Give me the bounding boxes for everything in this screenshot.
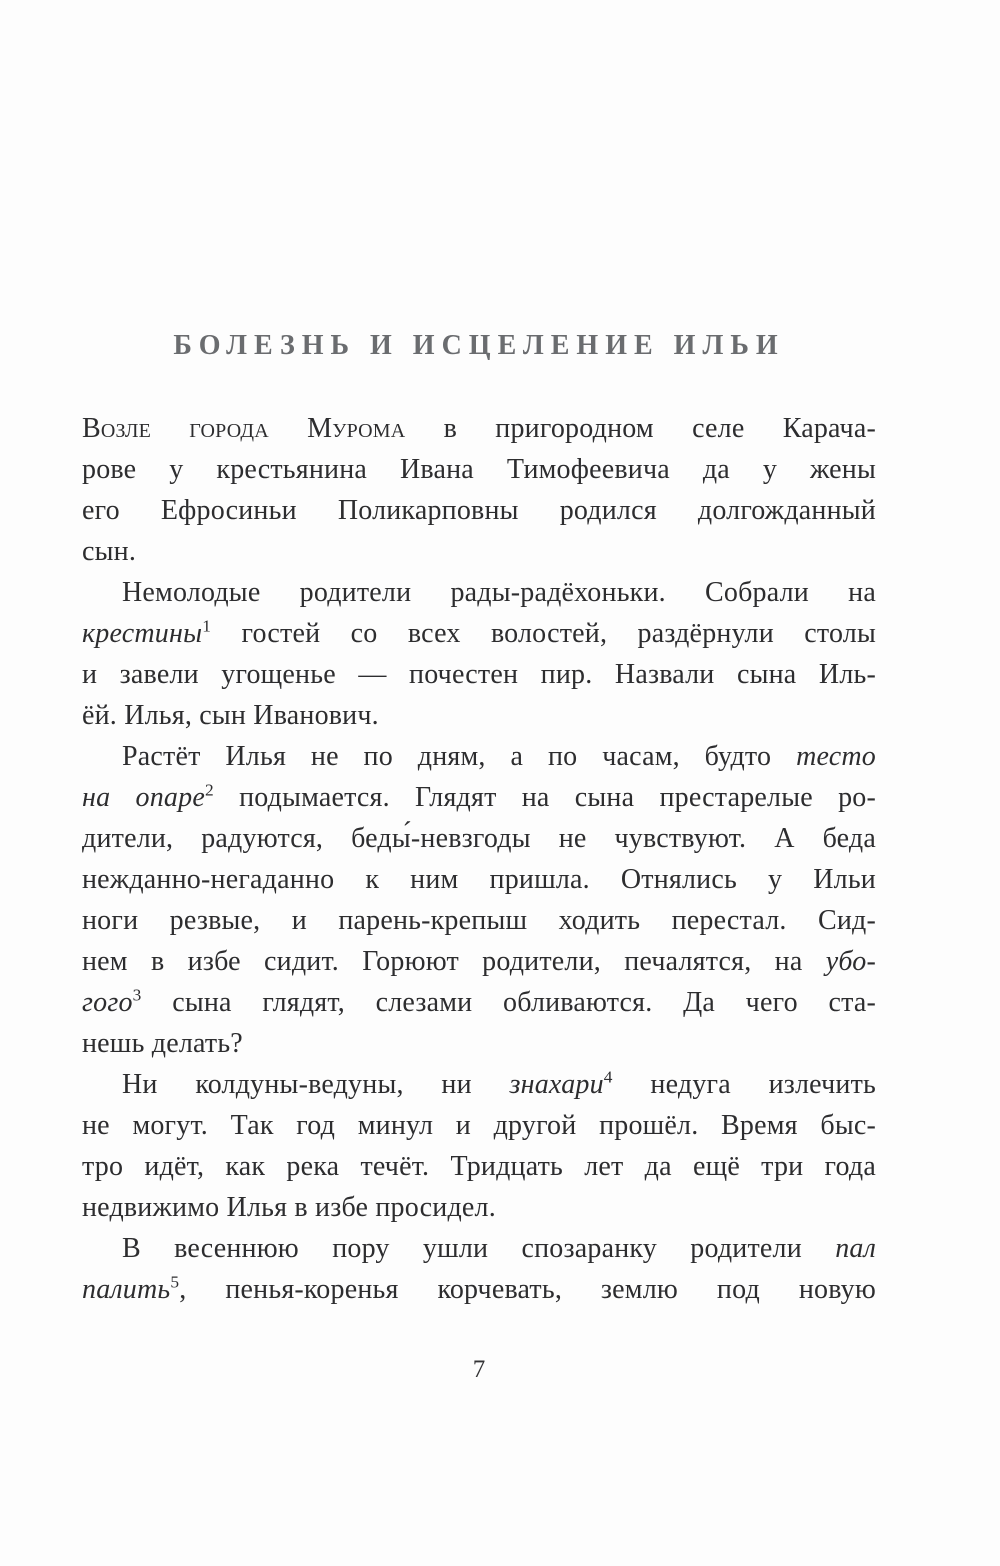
- text-line: [82, 1064, 876, 1105]
- text-segment: рове у крестьянина Ивана Тимофеевича да у жены: [82, 454, 876, 485]
- text-segment: в пригородном селе Карача-: [405, 413, 876, 444]
- text-line: [82, 531, 876, 572]
- text-segment: сына глядят, слезами обливаются. Да чего ста-: [141, 987, 876, 1018]
- footnote-marker: 3: [132, 985, 142, 1005]
- paragraph: [82, 736, 876, 1064]
- footnote-marker: 2: [204, 780, 214, 800]
- text-segment: знахари: [509, 1069, 604, 1100]
- text-segment: дители, радуются, беды́-невзгоды не чувствуют. А беда: [82, 823, 876, 854]
- footnote-marker: 5: [170, 1272, 180, 1292]
- text-segment: и завели угощенье — почестен пир. Назвали сына Иль-: [82, 659, 876, 690]
- text-segment: убо-: [825, 946, 876, 977]
- text-line: [82, 654, 876, 695]
- text-line: [82, 736, 876, 777]
- text-segment: крестины: [82, 618, 203, 649]
- text-block: [82, 0, 876, 1310]
- text-line: [82, 1228, 876, 1269]
- text-line: [82, 818, 876, 859]
- text-segment: сын.: [82, 536, 137, 567]
- chapter-title: БОЛЕЗНЬ И ИСЦЕЛЕНИЕ ИЛЬИ: [173, 330, 785, 361]
- text-segment: , пенья-коренья корчевать, землю под новую: [179, 1274, 876, 1305]
- text-line: [82, 695, 876, 736]
- footnote-marker: 4: [603, 1067, 613, 1087]
- text-segment: гого: [82, 987, 133, 1018]
- text-segment: нем в избе сидит. Горюют родители, печалятся, на: [82, 946, 826, 977]
- text-segment: ёй. Илья, сын Иванович.: [82, 700, 379, 731]
- text-segment: палить: [82, 1274, 171, 1305]
- text-segment: недуга излечить: [612, 1069, 876, 1100]
- text-segment: Растёт Илья не по дням, а по часам, будто: [122, 741, 797, 772]
- text-line: [82, 572, 876, 613]
- text-segment: его Ефросиньи Поликарповны родился долгожданный: [82, 495, 876, 526]
- text-line: [82, 1187, 876, 1228]
- text-segment: нешь делать?: [82, 1028, 243, 1059]
- text-segment: тесто: [796, 741, 876, 772]
- paragraph: [82, 1064, 876, 1228]
- paragraph: [82, 408, 876, 572]
- text-segment: Ни колдуны-ведуны, ни: [122, 1069, 510, 1100]
- text-segment: В весеннюю пору ушли спозаранку родители: [122, 1233, 836, 1264]
- text-line: [82, 613, 876, 654]
- text-segment: нежданно-негаданно к ним пришла. Отнялись у Ильи: [82, 864, 876, 895]
- text-line: [82, 490, 876, 531]
- text-segment: на опаре: [82, 782, 205, 813]
- text-segment: не могут. Так год минул и другой прошёл. Время быс-: [82, 1110, 876, 1141]
- text-line: [82, 941, 876, 982]
- footnote-marker: 1: [202, 616, 212, 636]
- text-line: [82, 449, 876, 490]
- text-line: [82, 1146, 876, 1187]
- text-line: [82, 982, 876, 1023]
- text-segment: Возле города Мурома: [82, 413, 406, 444]
- text-segment: тро идёт, как река течёт. Тридцать лет да ещё три года: [82, 1151, 876, 1182]
- text-segment: Немолодые родители рады-радёхоньки. Собрали на: [122, 577, 876, 608]
- page-number: 7: [472, 1356, 486, 1383]
- paragraph: [82, 572, 876, 736]
- text-line: [82, 777, 876, 818]
- text-line: [82, 1105, 876, 1146]
- text-segment: гостей со всех волостей, раздёрнули столы: [211, 618, 876, 649]
- text-line: [82, 1023, 876, 1064]
- text-segment: ноги резвые, и парень-крепыш ходить перестал. Сид-: [82, 905, 876, 936]
- text-body: [82, 408, 876, 1310]
- text-line: [82, 1269, 876, 1310]
- text-segment: пал: [835, 1233, 876, 1264]
- text-segment: подымается. Глядят на сына престарелые ро-: [213, 782, 876, 813]
- text-line: [82, 900, 876, 941]
- text-line: [82, 859, 876, 900]
- paragraph: [82, 1228, 876, 1310]
- text-segment: недвижимо Илья в избе просидел.: [82, 1192, 496, 1223]
- text-line: [82, 408, 876, 449]
